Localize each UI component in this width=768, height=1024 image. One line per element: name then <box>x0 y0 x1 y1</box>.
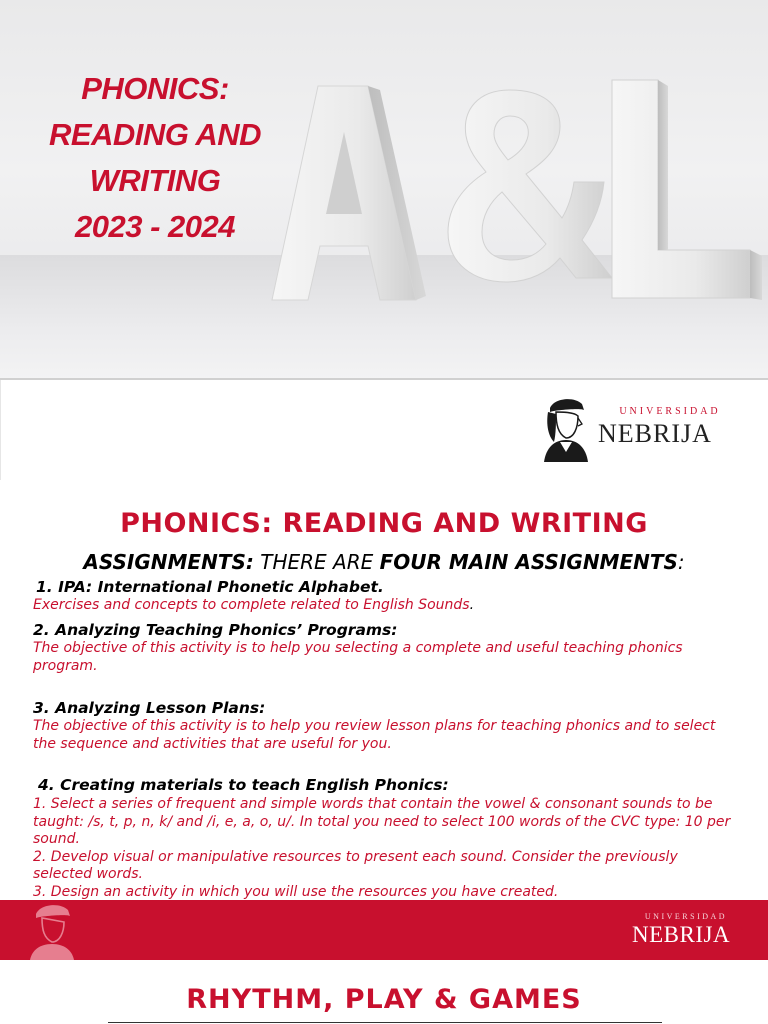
subtitle-end: : <box>677 550 685 574</box>
assignment-4-step: 2. Develop visual or manipulative resources to present each sound. Consider the previously selected words. <box>33 848 678 882</box>
ampersand-shape <box>448 90 612 282</box>
cover-title <box>30 66 280 250</box>
footer-band <box>0 900 768 960</box>
rhythm-slide <box>0 960 768 1024</box>
nebrija-portrait-icon <box>540 394 592 462</box>
logo-university-label: UNIVERSIDAD <box>619 406 721 417</box>
cover-title-line: READING AND <box>48 117 262 152</box>
subtitle-bold: FOUR MAIN ASSIGNMENTS <box>379 550 678 574</box>
band-logo-name: NEBRIJA <box>632 922 731 947</box>
subtitle-mid: THERE ARE <box>253 550 380 574</box>
slide-title: PHONICS: READING AND WRITING <box>120 508 648 539</box>
assignment-4-body <box>33 796 733 901</box>
nebrija-portrait-watermark-icon <box>24 900 80 960</box>
assignment-4-step: 3. Design an activity in which you will use the resources you have created. <box>33 883 559 900</box>
assignment-1-body <box>33 597 733 615</box>
assignment-3-heading: 3. Analyzing Lesson Plans: <box>33 699 266 717</box>
slide-title: RHYTHM, PLAY & GAMES <box>186 984 582 1015</box>
slide-subtitle <box>0 550 768 574</box>
cover-title-line: WRITING <box>89 163 221 198</box>
assignment-1-period: . <box>469 597 475 613</box>
assignment-2-body: The objective of this activity is to help you selecting a complete and useful teaching phonics program. <box>33 640 683 674</box>
cover-slide <box>0 0 768 380</box>
logo-name: NEBRIJA <box>598 419 712 448</box>
subtitle-lead: ASSIGNMENTS: <box>83 550 254 574</box>
nebrija-logo <box>540 394 740 462</box>
assignment-2-heading: 2. Analyzing Teaching Phonics’ Programs: <box>33 621 398 639</box>
assignment-1-heading: 1. IPA: International Phonetic Alphabet. <box>36 578 384 596</box>
assignment-1-text: Exercises and concepts to complete related to English Sounds <box>33 597 470 613</box>
letter-l-shape <box>612 80 762 300</box>
letter-a-shape <box>272 86 426 300</box>
assignment-4-heading: 4. Creating materials to teach English Phonics: <box>38 776 449 794</box>
cover-title-line: 2023 - 2024 <box>75 209 235 244</box>
assignment-4-step: 1. Select a series of frequent and simple words that contain the vowel & consonant sounds to be taught: /s, t, p, n, k/ and /i, e, a, o, u/. In total you need to select 100 words of the CVC type: 10 per sound. <box>33 796 731 847</box>
cover-title-line: PHONICS: <box>81 71 229 106</box>
assignment-3-body: The objective of this activity is to help you review lesson plans for teaching phonics and to select the sequence and activities that are useful for you. <box>33 718 716 752</box>
band-university-label: UNIVERSIDAD <box>644 912 728 921</box>
cover-letters-image <box>250 50 768 310</box>
assignments-slide <box>0 480 768 900</box>
